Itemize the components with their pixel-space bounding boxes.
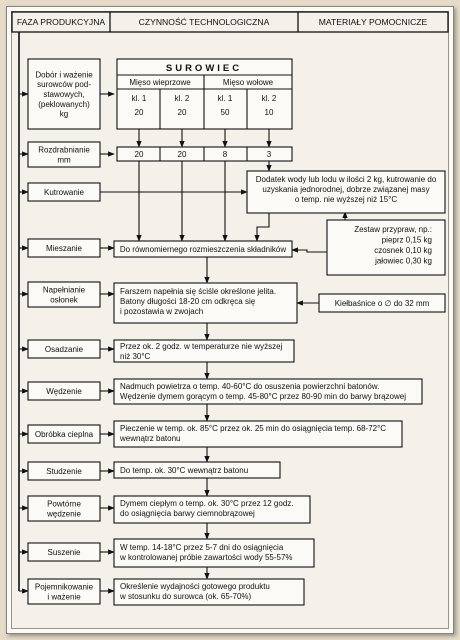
flowchart <box>7 7 453 633</box>
text-line: wewnątrz batonu <box>120 434 181 443</box>
text-line: Farszem napełnia się ściśle określone jelita. <box>120 287 277 296</box>
header-phase: FAZA PRODUKCYJNA <box>16 17 106 27</box>
group-beef: Mięso wołowe <box>222 78 274 87</box>
text-line: Do równomiernego rozmieszczenia składników <box>119 245 287 254</box>
aids-column <box>319 220 445 312</box>
text-line: Kutrowanie <box>43 188 85 197</box>
text-line: i pozostawia w zwojach <box>120 307 204 316</box>
text-line: Mieszanie <box>45 244 83 253</box>
class-cell: kl. 1 <box>131 94 147 103</box>
text-line: do osiągnięcia barwy ciemnobrązowej <box>120 509 255 518</box>
text-line: pieprz 0,15 kg <box>381 235 432 245</box>
text-line: o temp. nie wyższej niż 15°C <box>294 195 398 204</box>
text-line: Obróbka cieplna <box>34 430 94 439</box>
phase-label-osadzanie <box>45 345 84 354</box>
text-line: Przez ok. 2 godz. w temperaturze nie wyższej <box>120 342 283 351</box>
text-line: Osadzanie <box>44 345 84 354</box>
text-line: kg <box>59 109 69 119</box>
grind-cell: 20 <box>177 150 187 159</box>
text-line: Batony długości 18-20 cm odkręca się <box>120 297 256 306</box>
text-line: Zestaw przypraw, np.: <box>354 225 432 234</box>
operation-text-wedzenie <box>120 382 406 401</box>
text-line: w kontrolowanej próbie zawartości wody 55-57% <box>120 553 293 562</box>
text-line: i ważenie <box>47 592 81 602</box>
phase-label-studzenie <box>46 467 82 476</box>
class-cell: kl. 2 <box>261 94 277 103</box>
text-line: uzyskania jednorodnej, dobrze związanej masy <box>262 185 430 194</box>
phase-label-powtorne <box>46 500 81 519</box>
text-line: Dodatek wody lub lodu w ilości 2 kg, kutrowanie do <box>255 175 437 184</box>
text-line: Studzenie <box>46 467 82 476</box>
class-cell: kl. 1 <box>217 94 233 103</box>
phase-label-wedzenie <box>46 387 82 396</box>
operation-text-mieszanie <box>120 245 287 254</box>
aid-text-casings <box>335 299 430 308</box>
weight-cell: 10 <box>264 108 274 117</box>
grind-cell: 3 <box>266 150 272 159</box>
text-line: Do temp. ok. 30°C wewnątrz batonu <box>120 466 249 475</box>
text-line: Nadmuch powietrza o temp. 40-60°C do osuszenia powierzchni batonów. <box>120 382 380 391</box>
text-line: Rozdrabnianie <box>38 145 90 155</box>
operation-text-suszenie <box>119 543 293 562</box>
operation-text-studzenie <box>120 466 248 475</box>
text-line: Pojemnikowanie <box>34 582 94 592</box>
text-line: surowców pod- <box>37 80 91 90</box>
group-pork: Mięso wieprzowe <box>129 78 191 87</box>
text-line: Napełnianie <box>42 285 86 295</box>
operation-text-pojemnikowanie <box>119 582 270 601</box>
text-line: Wędzenie <box>46 387 82 396</box>
weight-cell: 20 <box>134 108 144 117</box>
text-line: Powtórne <box>47 499 81 509</box>
text-line: czosnek 0,10 kg <box>374 246 432 255</box>
phase-label-suszenie <box>48 548 81 557</box>
text-line: Określenie wydajności gotowego produktu <box>120 582 270 591</box>
weight-cell: 20 <box>177 108 187 117</box>
weight-cell: 50 <box>220 108 230 117</box>
phase-label-kutrowanie <box>44 188 85 197</box>
header-operation: CZYNNOŚĆ TECHNOLOGICZNA <box>138 17 270 27</box>
text-line: Pieczenie w temp. ok. 85°C przez ok. 25 min do osiągnięcia temp. 68-72°C <box>120 424 387 433</box>
text-line: osłonek <box>50 295 78 305</box>
header-aids: MATERIAŁY POMOCNICZE <box>318 17 428 27</box>
class-cell: kl. 2 <box>174 94 190 103</box>
phase-label-mieszanie <box>46 244 83 253</box>
grind-cell: 8 <box>222 150 228 159</box>
raw-material-title: SUROWIEC <box>165 63 243 74</box>
text-line: Dobór i ważenie <box>35 70 93 80</box>
phase-label-obrobka <box>35 430 94 439</box>
text-line: Kiełbaśnice o ∅ do 32 mm <box>334 299 430 308</box>
text-line: stawowych, <box>43 90 85 99</box>
header-row <box>12 12 448 32</box>
text-line: niż 30°C <box>120 352 151 361</box>
text-line: (peklowanych) <box>38 99 90 109</box>
phase-column <box>28 59 100 604</box>
text-line: jałowiec 0,30 kg <box>375 256 432 266</box>
grind-cell: 20 <box>134 150 144 159</box>
text-line: wędzenie <box>47 509 81 519</box>
text-line: Dymem ciepłym o temp. ok. 30°C przez 12 godz. <box>120 499 294 508</box>
text-line: W temp. 14-18°C przez 5-7 dni do osiągnięcia <box>120 543 284 552</box>
text-line: w stosunku do surowca (ok. 65-70%) <box>120 592 252 601</box>
text-line: Wędzenie dymem gorącym o temp. 45-80°C przez 80-90 min do barwy brązowej <box>120 392 406 401</box>
text-line: mm <box>57 155 71 165</box>
text-line: Suszenie <box>47 548 81 557</box>
document-frame <box>6 6 454 634</box>
